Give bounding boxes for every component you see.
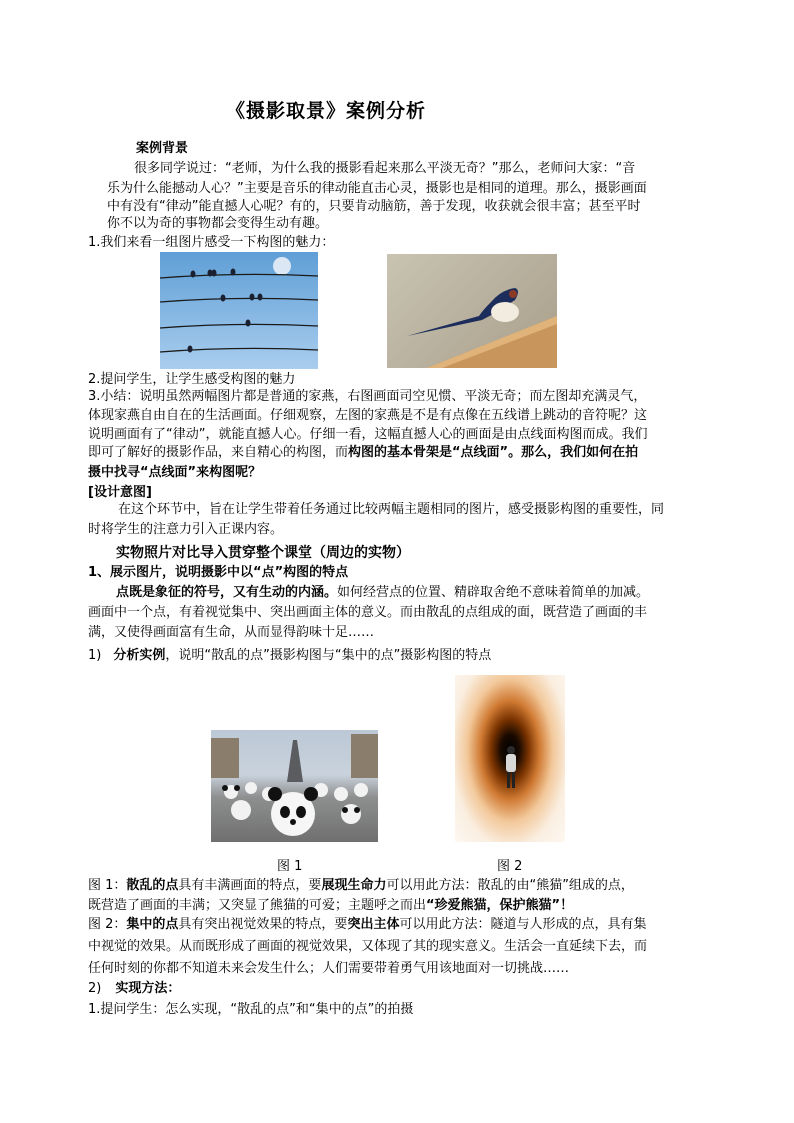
list-item-1: 1.我们来看一组图片感受一下构图的魅力： (88, 235, 335, 250)
paragraph-line-bold: 摄中找寻“点线面”来构图呢？ (88, 465, 262, 480)
text-run-bold: 实现方法： (115, 981, 181, 996)
text-run-bold: 散乱的点 (126, 878, 179, 893)
list-item-2: 2.提问学生，让学生感受构图的魅力 (88, 372, 296, 387)
paragraph-line (88, 876, 634, 896)
text-run: 图 1： (88, 878, 127, 893)
paragraph-line: 画面中一个点，有着视觉集中、突出画面主体的意义。而由散乱的点组成的面，既营造了画面的丰 (88, 605, 648, 620)
pandas-photo (211, 730, 378, 842)
page-title: 《摄影取景》案例分析 (226, 100, 427, 122)
text-run: 具有丰满画面的特点，要 (178, 878, 322, 893)
swallows-on-wires-photo (160, 252, 318, 369)
analysis-line (88, 646, 491, 666)
text-run: 既营造了画面的丰满；又突显了熊猫的可爱；主题呼之而出 (88, 898, 427, 913)
paragraph-line: 在这个环节中，旨在让学生带着任务通过比较两幅主题相同的图片，感受摄影构图的重要性，同 (118, 502, 665, 517)
section-heading-background: 案例背景 (136, 141, 189, 156)
text-run: 可以用此方法：散乱的由“熊猫”组成的点， (386, 878, 634, 893)
text-run: 图 2： (88, 917, 127, 932)
tunnel-photo (455, 675, 565, 842)
figure-caption: 图 2 (497, 859, 523, 874)
paragraph-line: 很多同学说过：“老师，为什么我的摄影看起来那么平淡无奇？”那么，老师问大家：“音 (134, 161, 636, 176)
paragraph-line: 体现家燕自由自在的生活画面。仔细观察，左图的家燕是不是有点像在五线谱上跳动的音符呢？这 (88, 408, 648, 423)
paragraph-line: 时将学生的注意力引入正课内容。 (88, 522, 284, 537)
text-run-bold: “珍爱熊猫，保护熊猫”！ (426, 898, 574, 913)
list-number: 1) (88, 648, 102, 663)
swallow-on-wood-photo (387, 254, 557, 368)
paragraph-line: 任何时刻的你都不知道未来会发生什么；人们需要带着勇气用该地面对一切挑战…… (88, 961, 570, 976)
point-heading: 1、展示图片，说明摄影中以“点”构图的特点 (88, 565, 349, 580)
paragraph-line (88, 443, 638, 463)
text-run: 具有突出视觉效果的特点，要 (178, 917, 348, 932)
paragraph-line (88, 915, 646, 935)
paragraph-line: 1.提问学生：怎么实现，“散乱的点”和“集中的点”的拍摄 (88, 1002, 414, 1017)
text-run: 可以用此方法：隧道与人形成的点，具有集 (399, 917, 647, 932)
design-intent-heading: [设计意图] (88, 485, 152, 500)
paragraph-line: 3.小结：说明虽然两幅图片都是普通的家燕，右图画面司空见惯、平淡无奇；而左图却充满灵气， (88, 389, 647, 404)
paragraph-line: 中视觉的效果。从而既形成了画面的视觉效果，又体现了其的现实意义。生活会一直延续下去，而 (88, 939, 648, 954)
text-run: ，说明“散乱的点”摄影构图与“集中的点”摄影构图的特点 (165, 648, 492, 663)
text-run: 如何经营点的位置、精辟取舍绝不意味着简单的加减。 (337, 585, 650, 600)
method-line (88, 979, 180, 999)
subheading: 实物照片对比导入贯穿整个课堂（周边的实物） (116, 545, 410, 561)
paragraph-line: 中有没有“律动”能直撼人心呢？有的，只要肯动脑筋，善于发现，收获就会很丰富；甚至平时 (107, 199, 641, 214)
paragraph-line: 你不以为奇的事物都会变得生动有趣。 (107, 216, 329, 231)
text-run-bold: 点既是象征的符号，又有生动的内涵。 (116, 585, 338, 600)
paragraph-line (116, 583, 649, 603)
paragraph-line: 乐为什么能撼动人心？”主要是音乐的律动能直击心灵，摄影也是相同的道理。那么，摄影画面 (107, 181, 647, 196)
text-run-bold: 突出主体 (347, 917, 400, 932)
list-number: 2) (88, 981, 102, 996)
paragraph-line: 满，又使得画面富有生命，从而显得韵味十足…… (88, 625, 375, 640)
text-run: 即可了解好的摄影作品，来自精心的构图，而 (88, 445, 349, 460)
paragraph-line (88, 896, 573, 916)
figure-caption: 图 1 (277, 859, 303, 874)
text-run-bold: 分析实例 (113, 648, 166, 663)
text-run-bold: 集中的点 (126, 917, 179, 932)
paragraph-line: 说明画面有了“律动”，就能直撼人心。仔细一看，这幅直撼人心的画面是由点线面构图而成。我们 (88, 427, 648, 442)
text-run-bold: 展现生命力 (321, 878, 387, 893)
text-run-bold: 构图的基本骨架是“点线面”。那么，我们如何在拍 (348, 445, 639, 460)
